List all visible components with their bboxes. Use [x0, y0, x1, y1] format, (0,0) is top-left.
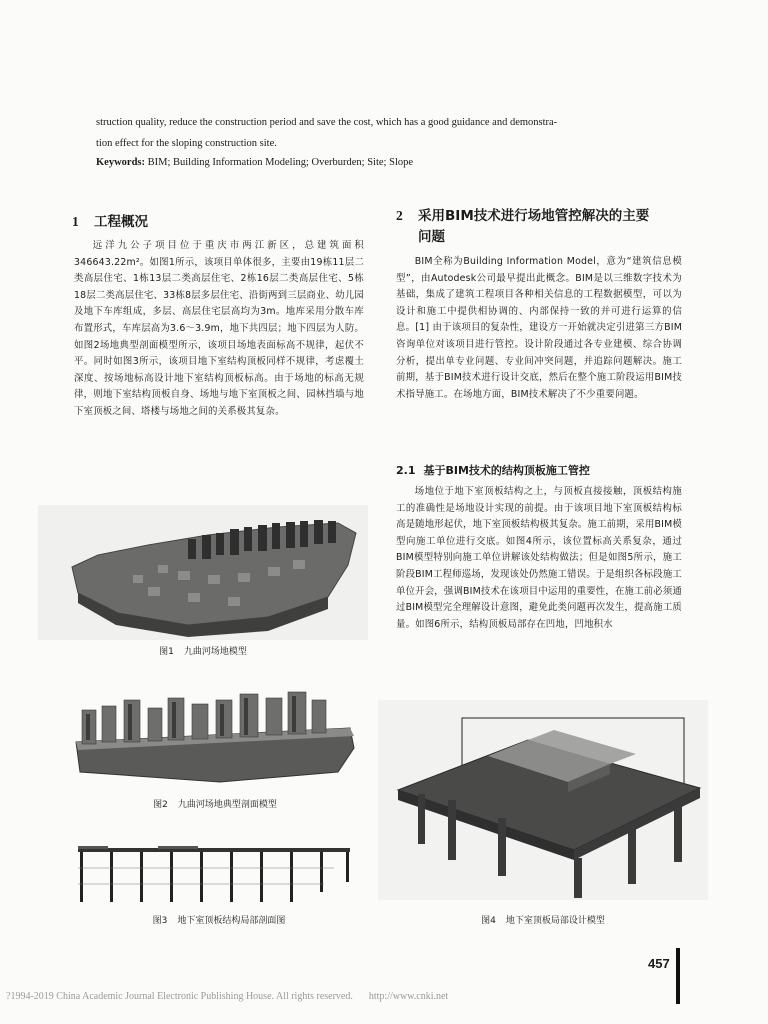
figure-4-design-model: [378, 700, 708, 900]
keywords-text: BIM; Building Information Modeling; Overburden; Site; Slope: [147, 157, 414, 168]
footer-copyright: ?1994-2019 China Academic Journal Electronic Publishing House. All rights reserved.: [6, 991, 353, 1002]
page-number: 457: [648, 956, 670, 971]
figure-1-site-model: [38, 505, 368, 640]
section-2-number: 2: [396, 208, 403, 223]
section-2-heading: [396, 206, 696, 226]
section-2-1-title: 基于BIM技术的结构顶板施工管控: [423, 464, 590, 477]
figure-2-title: 九曲河场地典型剖面模型: [177, 800, 277, 810]
page-edge-bar: [676, 948, 680, 1004]
figure-2-caption: [70, 799, 360, 811]
keywords-line: [96, 156, 696, 170]
figure-3-title: 地下室顶板结构局部剖面图: [177, 916, 286, 926]
figure-3-section-drawing: [74, 838, 364, 904]
figure-4-caption: [378, 915, 708, 927]
figure-3-number: 图3: [152, 916, 168, 926]
figure-1-number: 图1: [159, 647, 174, 657]
figure-4-number: 图4: [481, 916, 496, 926]
section-2-title-line1: 采用BIM技术进行场地管控解决的主要: [418, 208, 650, 224]
section-2-title-line2: 问题: [418, 229, 445, 245]
abstract-line-1: struction quality, reduce the construction period and save the cost, which has a good guidance and demonstra-: [96, 117, 558, 128]
section-1-heading: [72, 212, 148, 232]
footer: [6, 991, 448, 1002]
figure-4-title: 地下室顶板局部设计模型: [505, 916, 605, 926]
figure-2-number: 图2: [153, 800, 168, 810]
abstract-line-2: tion effect for the sloping construction site.: [96, 138, 277, 149]
figure-4-graphic: [378, 700, 708, 900]
figure-3-caption: [74, 915, 364, 927]
section-1-number: 1: [72, 214, 79, 229]
figure-1-title: 九曲河场地模型: [183, 647, 247, 657]
section-2-paragraph: BIM全称为Building Information Model，意为“建筑信息模型”，由Autodesk公司最早提出此概念。BIM是以三维数字技术为基础，集成了建筑工程项目各种相关信息的工程数据模型，可以为设计和施工中提供相协调的、内部保持一致的并可进行运算的信息。[1] 由于该项目的复杂性，建设方一开始就决定引进第三方BIM咨询单位对该项目进行管控。设计阶段通过各专业建模、综合协调分析，提出单专业问题、专业间冲突问题，并追踪问题解决。施工前期，基于BIM技术进行设计交底，然后在整个施工阶段运用BIM技术指导施工。在场地方面，BIM技术解决了不少重要问题。: [396, 256, 682, 400]
figure-2-section-model: [70, 688, 360, 788]
figure-2-graphic: [70, 688, 360, 788]
section-2-1-number: 2.1: [396, 464, 416, 477]
section-1-paragraph: 远洋九公子项目位于重庆市两江新区，总建筑面积346643.22m²。如图1所示，该项目单体很多，主要由19栋11层二类高层住宅、1栋13层二类高层住宅、2栋16层二类高层住宅、5栋18层二类高层住宅、33栋8层多层住宅、沿街两到三层商业、幼儿园及地下车库组成，多层、高层住宅层高均为3m。地库采用分散车库布置形式，车库层高为3.6～3.9m，地下共四层；地下四层为人防。如图2场地典型剖面模型所示，该项目场地表面标高不规律，起伏不平。同时如图3所示，该项目地下室结构顶板同样不规律，考虑覆土深度、按场地标高设计地下室结构顶板标高。由于场地的标高无规律，则地下室结构顶板自身、场地与地下室顶板之间、园林挡墙与地下室顶板之间、塔楼与场地之间的关系极其复杂。: [74, 240, 364, 417]
footer-url[interactable]: http://www.cnki.net: [368, 991, 449, 1002]
section-2-1-heading: [396, 463, 590, 479]
figure-1-caption: [38, 646, 368, 658]
section-2-1-paragraph: 场地位于地下室顶板结构之上，与顶板直接接触，顶板结构施工的准确性是场地设计实现的前提。由于该项目地下室顶板结构标高是随地形起伏，地下室顶板结构极其复杂。施工前期，采用BIM模型向施工单位进行交底。如图4所示，该位置标高关系复杂，通过BIM模型特别向施工单位讲解该处结构做法；但是如图5所示，施工阶段BIM工程师巡场，发现该处仍然施工错误。于是组织各标段施工单位开会，强调BIM技术在该项目中运用的重要性，在施工前必须通过BIM模型完全理解设计意图，避免此类问题再次发生，提高施工质量。如图6所示，结构顶板局部存在凹地，凹地积水: [396, 486, 682, 630]
keywords-label: Keywords:: [96, 157, 145, 168]
figure-1-graphic: [38, 505, 368, 640]
section-1-title: 工程概况: [94, 214, 148, 230]
figure-3-graphic: [74, 838, 364, 904]
